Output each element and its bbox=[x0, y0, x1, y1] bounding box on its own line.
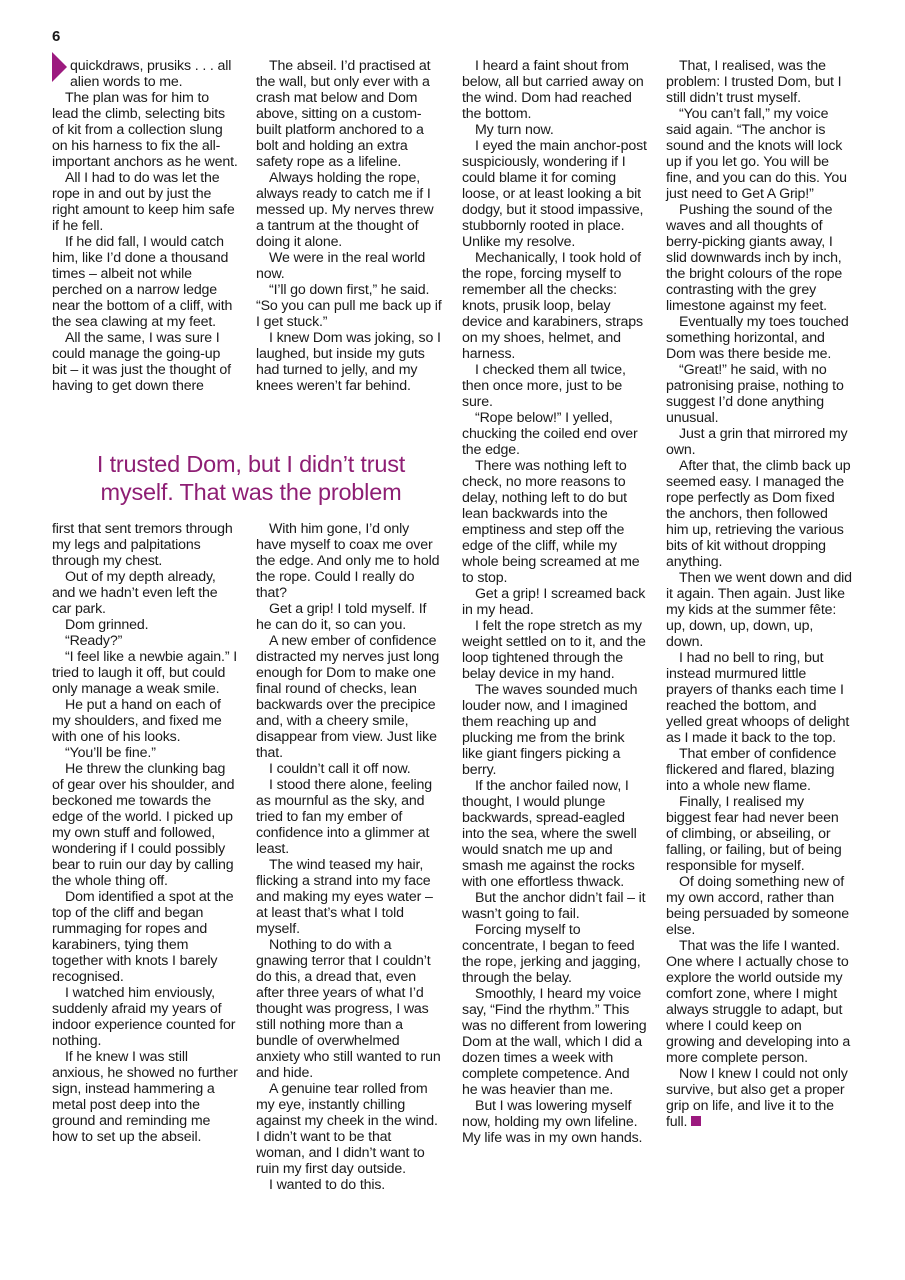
paragraph: Dom grinned. bbox=[65, 617, 149, 633]
paragraph: The wind teased my hair, flicking a strand into my face and making my eyes water – at least that’s what I told myself. bbox=[256, 857, 433, 937]
paragraph: quickdraws, prusiks . . . all alien words to me. bbox=[70, 58, 232, 90]
paragraph: Finally, I realised my biggest fear had never been of climbing, or abseiling, or falling, or failing, but of being responsible for myself. bbox=[666, 794, 842, 874]
page-number: 6 bbox=[52, 28, 61, 45]
paragraph: “I’ll go down first,” he said. “So you can pull me back up if I get stuck.” bbox=[256, 282, 442, 330]
paragraph: “Rope below!” I yelled, chucking the coiled end over the edge. bbox=[462, 410, 638, 458]
paragraph: All I had to do was let the rope in and out by just the right amount to keep him safe if he fell. bbox=[52, 170, 235, 234]
paragraph: “I feel like a newbie again.” I tried to laugh it off, but could only manage a weak smile. bbox=[52, 649, 238, 697]
column-3 bbox=[462, 58, 648, 1146]
paragraph: But the anchor didn’t fail – it wasn’t going to fail. bbox=[462, 890, 646, 922]
paragraph: Get a grip! I told myself. If he can do it, so can you. bbox=[256, 601, 427, 633]
paragraph: Eventually my toes touched something horizontal, and Dom was there beside me. bbox=[666, 314, 849, 362]
paragraph: Always holding the rope, always ready to catch me if I messed up. My nerves threw a tantrum at the thought of doing it alone. bbox=[256, 170, 434, 250]
paragraph: I wanted to do this. bbox=[269, 1177, 386, 1193]
paragraph: Forcing myself to concentrate, I began to feed the rope, jerking and jagging, through the belay. bbox=[462, 922, 641, 986]
paragraph: After that, the climb back up seemed easy. I managed the rope perfectly as Dom fixed the anchors, then followed him up, retrieving the various bits of kit without dropping anything. bbox=[666, 458, 851, 570]
paragraph: I knew Dom was joking, so I laughed, but inside my guts had turned to jelly, and my knees weren’t far behind. bbox=[256, 330, 441, 394]
paragraph: There was nothing left to check, no more reasons to delay, nothing left to do but lean backwards into the emptiness and step off the edge of the cliff, while my whole being screamed at me to stop. bbox=[462, 458, 640, 586]
paragraph: I felt the rope stretch as my weight settled on to it, and the loop tightened through the belay device in my hand. bbox=[462, 618, 646, 682]
end-mark-icon bbox=[691, 1116, 701, 1126]
paragraph: first that sent tremors through my legs and palpitations through my chest. bbox=[52, 521, 233, 569]
paragraph: Smoothly, I heard my voice say, “Find the rhythm.” This was no different from lowering Dom at the wall, which I did a dozen times a week with complete competence. And he was heavier than me. bbox=[462, 986, 647, 1098]
column-4 bbox=[666, 58, 852, 1130]
paragraph: If he did fall, I would catch him, like I’d done a thousand times – albeit not while perched on a narrow ledge near the bottom of a cliff, with the sea clawing at my feet. bbox=[52, 234, 233, 330]
paragraph: Of doing something new of my own accord, rather than being persuaded by someone else. bbox=[666, 874, 850, 938]
paragraph: The waves sounded much louder now, and I imagined them reaching up and plucking me from the brink like giant fingers picking a berry. bbox=[462, 682, 638, 778]
paragraph: I had no bell to ring, but instead murmured little prayers of thanks each time I reached the bottom, and yelled great whoops of delight as I made it back to the top. bbox=[666, 650, 850, 746]
paragraph: The plan was for him to lead the climb, selecting bits of kit from a collection slung on his harness to fix the all-important anchors as he went. bbox=[52, 90, 238, 170]
paragraph: “You can’t fall,” my voice said again. “The anchor is sound and the knots will lock up if you let go. You will be fine, and you can do this. You just need to Get A Grip!” bbox=[666, 106, 847, 202]
pull-quote bbox=[52, 450, 450, 506]
paragraph: My turn now. bbox=[475, 122, 554, 138]
paragraph: I watched him enviously, suddenly afraid my years of indoor experience counted for nothing. bbox=[52, 985, 236, 1049]
paragraph: That was the life I wanted. One where I actually chose to explore the world outside my comfort zone, where I might always struggle to adapt, but where I could keep on growing and developing into a more complete person. bbox=[666, 938, 851, 1066]
paragraph: The abseil. I’d practised at the wall, but only ever with a crash mat below and Dom above, sitting on a custom-built platform anchored to a bolt and holding an extra safety rope as a lifeline. bbox=[256, 58, 431, 170]
paragraph: I heard a faint shout from below, all but carried away on the wind. Dom had reached the bottom. bbox=[462, 58, 644, 122]
paragraph: Nothing to do with a gnawing terror that I couldn’t do this, a dread that, even after three years of what I’d thought was progress, I was still nothing more than a bundle of overwhelmed anxiety who still wanted to run and hide. bbox=[256, 937, 441, 1081]
paragraph: I couldn’t call it off now. bbox=[269, 761, 411, 777]
paragraph: He threw the clunking bag of gear over his shoulder, and beckoned me towards the edge of the world. I picked up my own stuff and followed, wondering if I could possibly bear to ruin our day by calling the whole thing off. bbox=[52, 761, 235, 889]
paragraph: But I was lowering myself now, holding my own lifeline. My life was in my own hands. bbox=[462, 1098, 643, 1146]
pull-quote-line: I trusted Dom, but I didn’t trust bbox=[96, 451, 406, 477]
paragraph: “You’ll be fine.” bbox=[65, 745, 156, 761]
paragraph: “Great!” he said, with no patronising praise, nothing to suggest I’d done anything unusual. bbox=[666, 362, 844, 426]
paragraph: Just a grin that mirrored my own. bbox=[666, 426, 848, 458]
pull-quote-line: myself. That was the problem bbox=[100, 479, 402, 505]
paragraph: Mechanically, I took hold of the rope, forcing myself to remember all the checks: knots, prusik loop, belay device and karabiners, straps on my shoes, helmet, and harness. bbox=[462, 250, 643, 362]
paragraph: I eyed the main anchor-post suspiciously, wondering if I could blame it for coming loose, or at least looking a bit dodgy, but it stood impassive, stubbornly rooted in place. Unlike my resolve. bbox=[462, 138, 647, 250]
paragraph: All the same, I was sure I could manage the going-up bit – it was just the thought of having to get down there bbox=[52, 330, 231, 394]
paragraph: Out of my depth already, and we hadn’t even left the car park. bbox=[52, 569, 218, 617]
paragraph: Get a grip! I screamed back in my head. bbox=[462, 586, 646, 618]
paragraph: A new ember of confidence distracted my nerves just long enough for Dom to make one final round of checks, lean backwards over the precipice and, with a cheery smile, disappear from view. Just like that. bbox=[256, 633, 440, 761]
paragraph: Pushing the sound of the waves and all thoughts of berry-picking giants away, I slid downwards inch by inch, the bright colours of the rope contrasting with the grey limestone against my feet. bbox=[666, 202, 843, 314]
paragraph: He put a hand on each of my shoulders, and fixed me with one of his looks. bbox=[52, 697, 222, 745]
paragraph: That ember of confidence flickered and flared, blazing into a whole new flame. bbox=[666, 746, 837, 794]
paragraph: With him gone, I’d only have myself to coax me over the edge. And only me to hold the rope. Could I really do that? bbox=[256, 521, 440, 601]
paragraph: A genuine tear rolled from my eye, instantly chilling against my cheek in the wind. I didn’t want to be that woman, and I didn’t want to ruin my first day outside. bbox=[256, 1081, 438, 1177]
column-1-bottom bbox=[52, 521, 238, 1145]
paragraph: I checked them all twice, then once more, just to be sure. bbox=[462, 362, 626, 410]
paragraph: Dom identified a spot at the top of the cliff and began rummaging for ropes and karabiners, tying them together with knots I barely recognised. bbox=[52, 889, 234, 985]
column-2-top bbox=[256, 58, 442, 394]
paragraph-final-text: Now I knew I could not only survive, but also get a proper grip on life, and live it to the full. bbox=[666, 1066, 848, 1130]
paragraph-final bbox=[666, 1066, 852, 1130]
paragraph: If he knew I was still anxious, he showed no further sign, instead hammering a metal post deep into the ground and reminding me how to set up the abseil. bbox=[52, 1049, 238, 1145]
paragraph: Then we went down and did it again. Then again. Just like my kids at the summer fête: up, down, up, down, up, down. bbox=[666, 570, 852, 650]
paragraph: I stood there alone, feeling as mournful as the sky, and tried to fan my ember of confidence into a glimmer at least. bbox=[256, 777, 433, 857]
paragraph: If the anchor failed now, I thought, I would plunge backwards, spread-eagled into the sea, where the swell would snatch me up and smash me against the rocks with one effortless thwack. bbox=[462, 778, 637, 890]
column-1-top bbox=[52, 58, 238, 394]
paragraph: That, I realised, was the problem: I trusted Dom, but I still didn’t trust myself. bbox=[666, 58, 842, 106]
column-2-bottom bbox=[256, 521, 442, 1193]
paragraph: “Ready?” bbox=[65, 633, 123, 649]
paragraph: We were in the real world now. bbox=[256, 250, 426, 282]
